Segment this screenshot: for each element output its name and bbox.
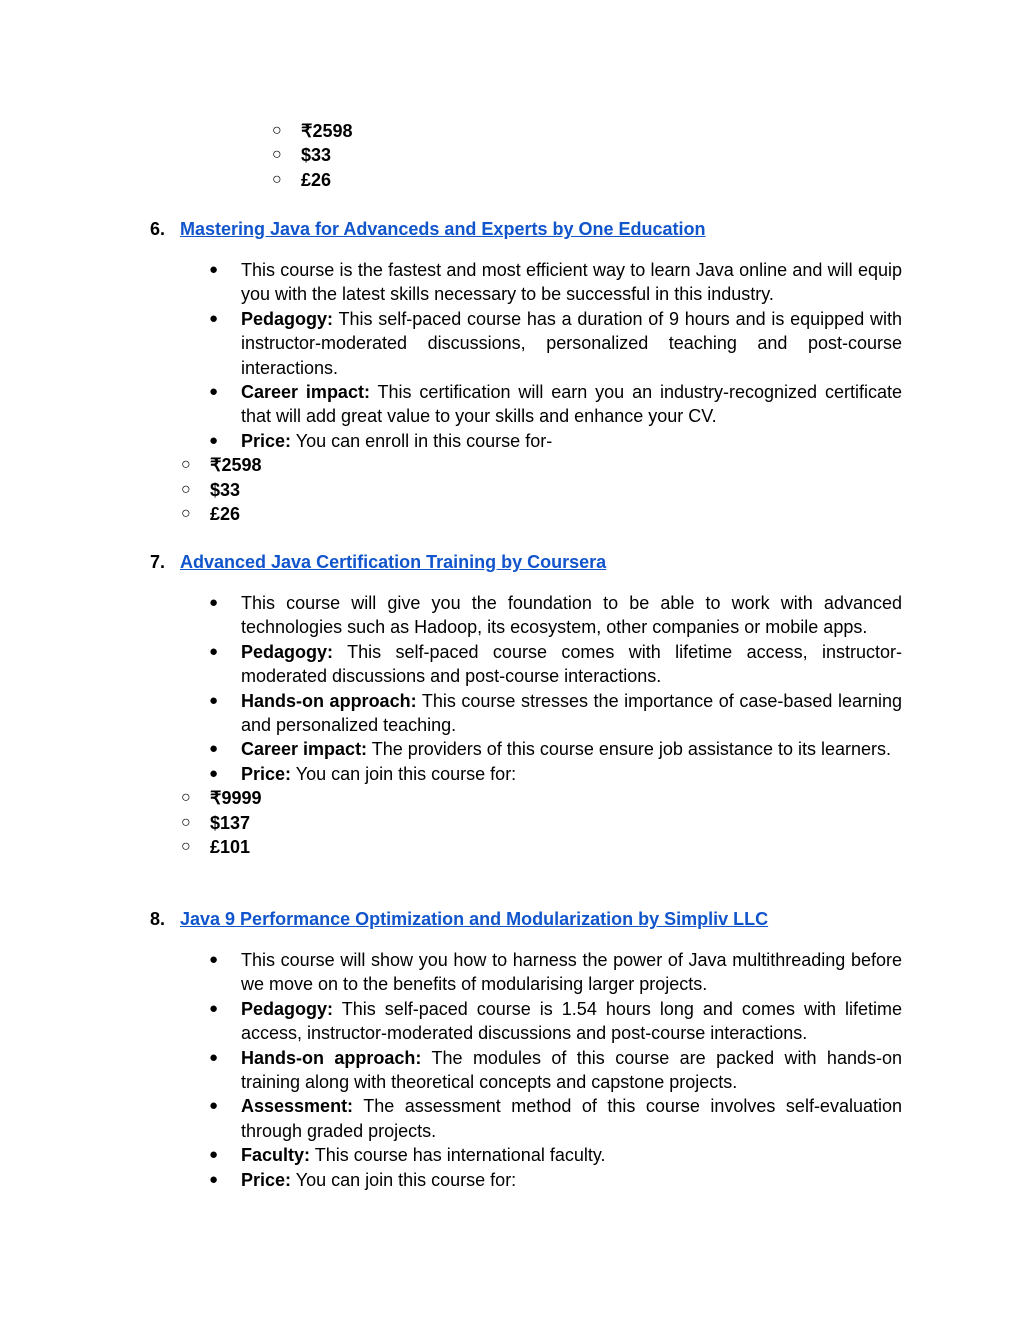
bullet-icon: ● [209, 740, 219, 758]
list-item: ● Hands-on approach: This course stresses the importance of case-based learning and personalized teaching. [209, 690, 902, 736]
bullet-icon: ● [209, 951, 219, 968]
bullet-icon: ● [209, 1048, 219, 1066]
course-section-8 [150, 907, 902, 1192]
list-item: ● This course will show you how to harness the power of Java multithreading before we move on to the benefits of modularising larger projects. [209, 950, 902, 995]
bullet-list [150, 948, 902, 1192]
section-number: 6. [150, 219, 166, 239]
list-item: ● This course will give you the foundation to be able to work with advanced technologies such as Hadoop, its ecosystem, other companies or mobile apps. [209, 593, 902, 638]
bullet-list [150, 258, 902, 453]
price-list [150, 786, 902, 859]
price-item: ○ £26 [272, 168, 353, 192]
price-list [150, 453, 902, 526]
course-link[interactable]: Advanced Java Certification Training by Coursera [180, 552, 607, 572]
bullet-icon: ● [209, 594, 219, 611]
course-link[interactable]: Mastering Java for Advanceds and Experts by One Education [180, 219, 706, 239]
section-number: 7. [150, 552, 166, 572]
circle-bullet-icon: ○ [181, 480, 191, 498]
price-item: ○ ₹2598 [272, 119, 353, 143]
list-item: ● Pedagogy: This self-paced course comes with lifetime access, instructor-moderated discussions and post-course interactions. [209, 641, 902, 687]
top-price-list [272, 119, 353, 192]
list-item: ● Assessment: The assessment method of this course involves self-evaluation through graded projects. [209, 1096, 902, 1141]
list-item: ● Hands-on approach: The modules of this course are packed with hands-on training along with theoretical concepts and capstone projects. [209, 1047, 902, 1093]
list-item: ● Price: You can enroll in this course for- [150, 429, 902, 453]
circle-bullet-icon: ○ [272, 146, 282, 164]
circle-bullet-icon: ○ [272, 170, 282, 188]
price-item: ○ £101 [59, 835, 902, 859]
list-item: ● Faculty: This course has international faculty. [150, 1143, 902, 1167]
bullet-icon: ● [209, 764, 219, 782]
circle-bullet-icon: ○ [272, 122, 282, 139]
course-section-7 [150, 550, 902, 859]
circle-bullet-icon: ○ [181, 789, 191, 807]
price-item: ○ ₹9999 [59, 786, 902, 810]
price-item: ○ $137 [59, 811, 902, 835]
bullet-icon: ● [209, 1097, 219, 1115]
section-heading [150, 907, 902, 931]
bullet-icon: ● [209, 1146, 219, 1164]
course-link[interactable]: Java 9 Performance Optimization and Modularization by Simpliv LLC [180, 909, 769, 929]
bullet-icon: ● [209, 999, 219, 1017]
course-section-6 [150, 217, 902, 526]
bullet-icon: ● [209, 261, 219, 278]
circle-bullet-icon: ○ [181, 813, 191, 831]
list-item: ● Price: You can join this course for: [150, 762, 902, 786]
list-item: ● Career impact: This certification will earn you an industry-recognized certificate that will add great value to your skills and enhance your CV. [209, 382, 902, 427]
bullet-list [150, 591, 902, 786]
list-item: ● Career impact: The providers of this course ensure job assistance to its learners. [150, 737, 902, 761]
bullet-icon: ● [209, 691, 219, 709]
price-item: ○ ₹2598 [59, 453, 902, 477]
bullet-icon: ● [209, 1170, 219, 1188]
price-item: ○ £26 [59, 502, 902, 526]
price-item: ○ $33 [59, 478, 902, 502]
list-item: ● Price: You can join this course for: [150, 1168, 902, 1192]
section-heading [150, 217, 902, 241]
list-item: ● Pedagogy: This self-paced course has a duration of 9 hours and is equipped with instructor-moderated discussions, personalized teaching and post-course interactions. [209, 308, 902, 378]
bullet-icon: ● [209, 383, 219, 401]
bullet-icon: ● [209, 309, 219, 327]
bullet-icon: ● [209, 642, 219, 660]
circle-bullet-icon: ○ [181, 456, 191, 474]
section-heading [150, 550, 902, 574]
circle-bullet-icon: ○ [181, 838, 191, 856]
section-number: 8. [150, 909, 166, 929]
list-item: ● This course is the fastest and most efficient way to learn Java online and will equip you with the latest skills necessary to be successful in this industry. [209, 260, 902, 305]
circle-bullet-icon: ○ [181, 505, 191, 523]
bullet-icon: ● [209, 431, 219, 449]
list-item: ● Pedagogy: This self-paced course is 1.54 hours long and comes with lifetime access, instructor-moderated discussions and post-course interactions. [209, 998, 902, 1044]
price-item: ○ $33 [272, 143, 353, 167]
